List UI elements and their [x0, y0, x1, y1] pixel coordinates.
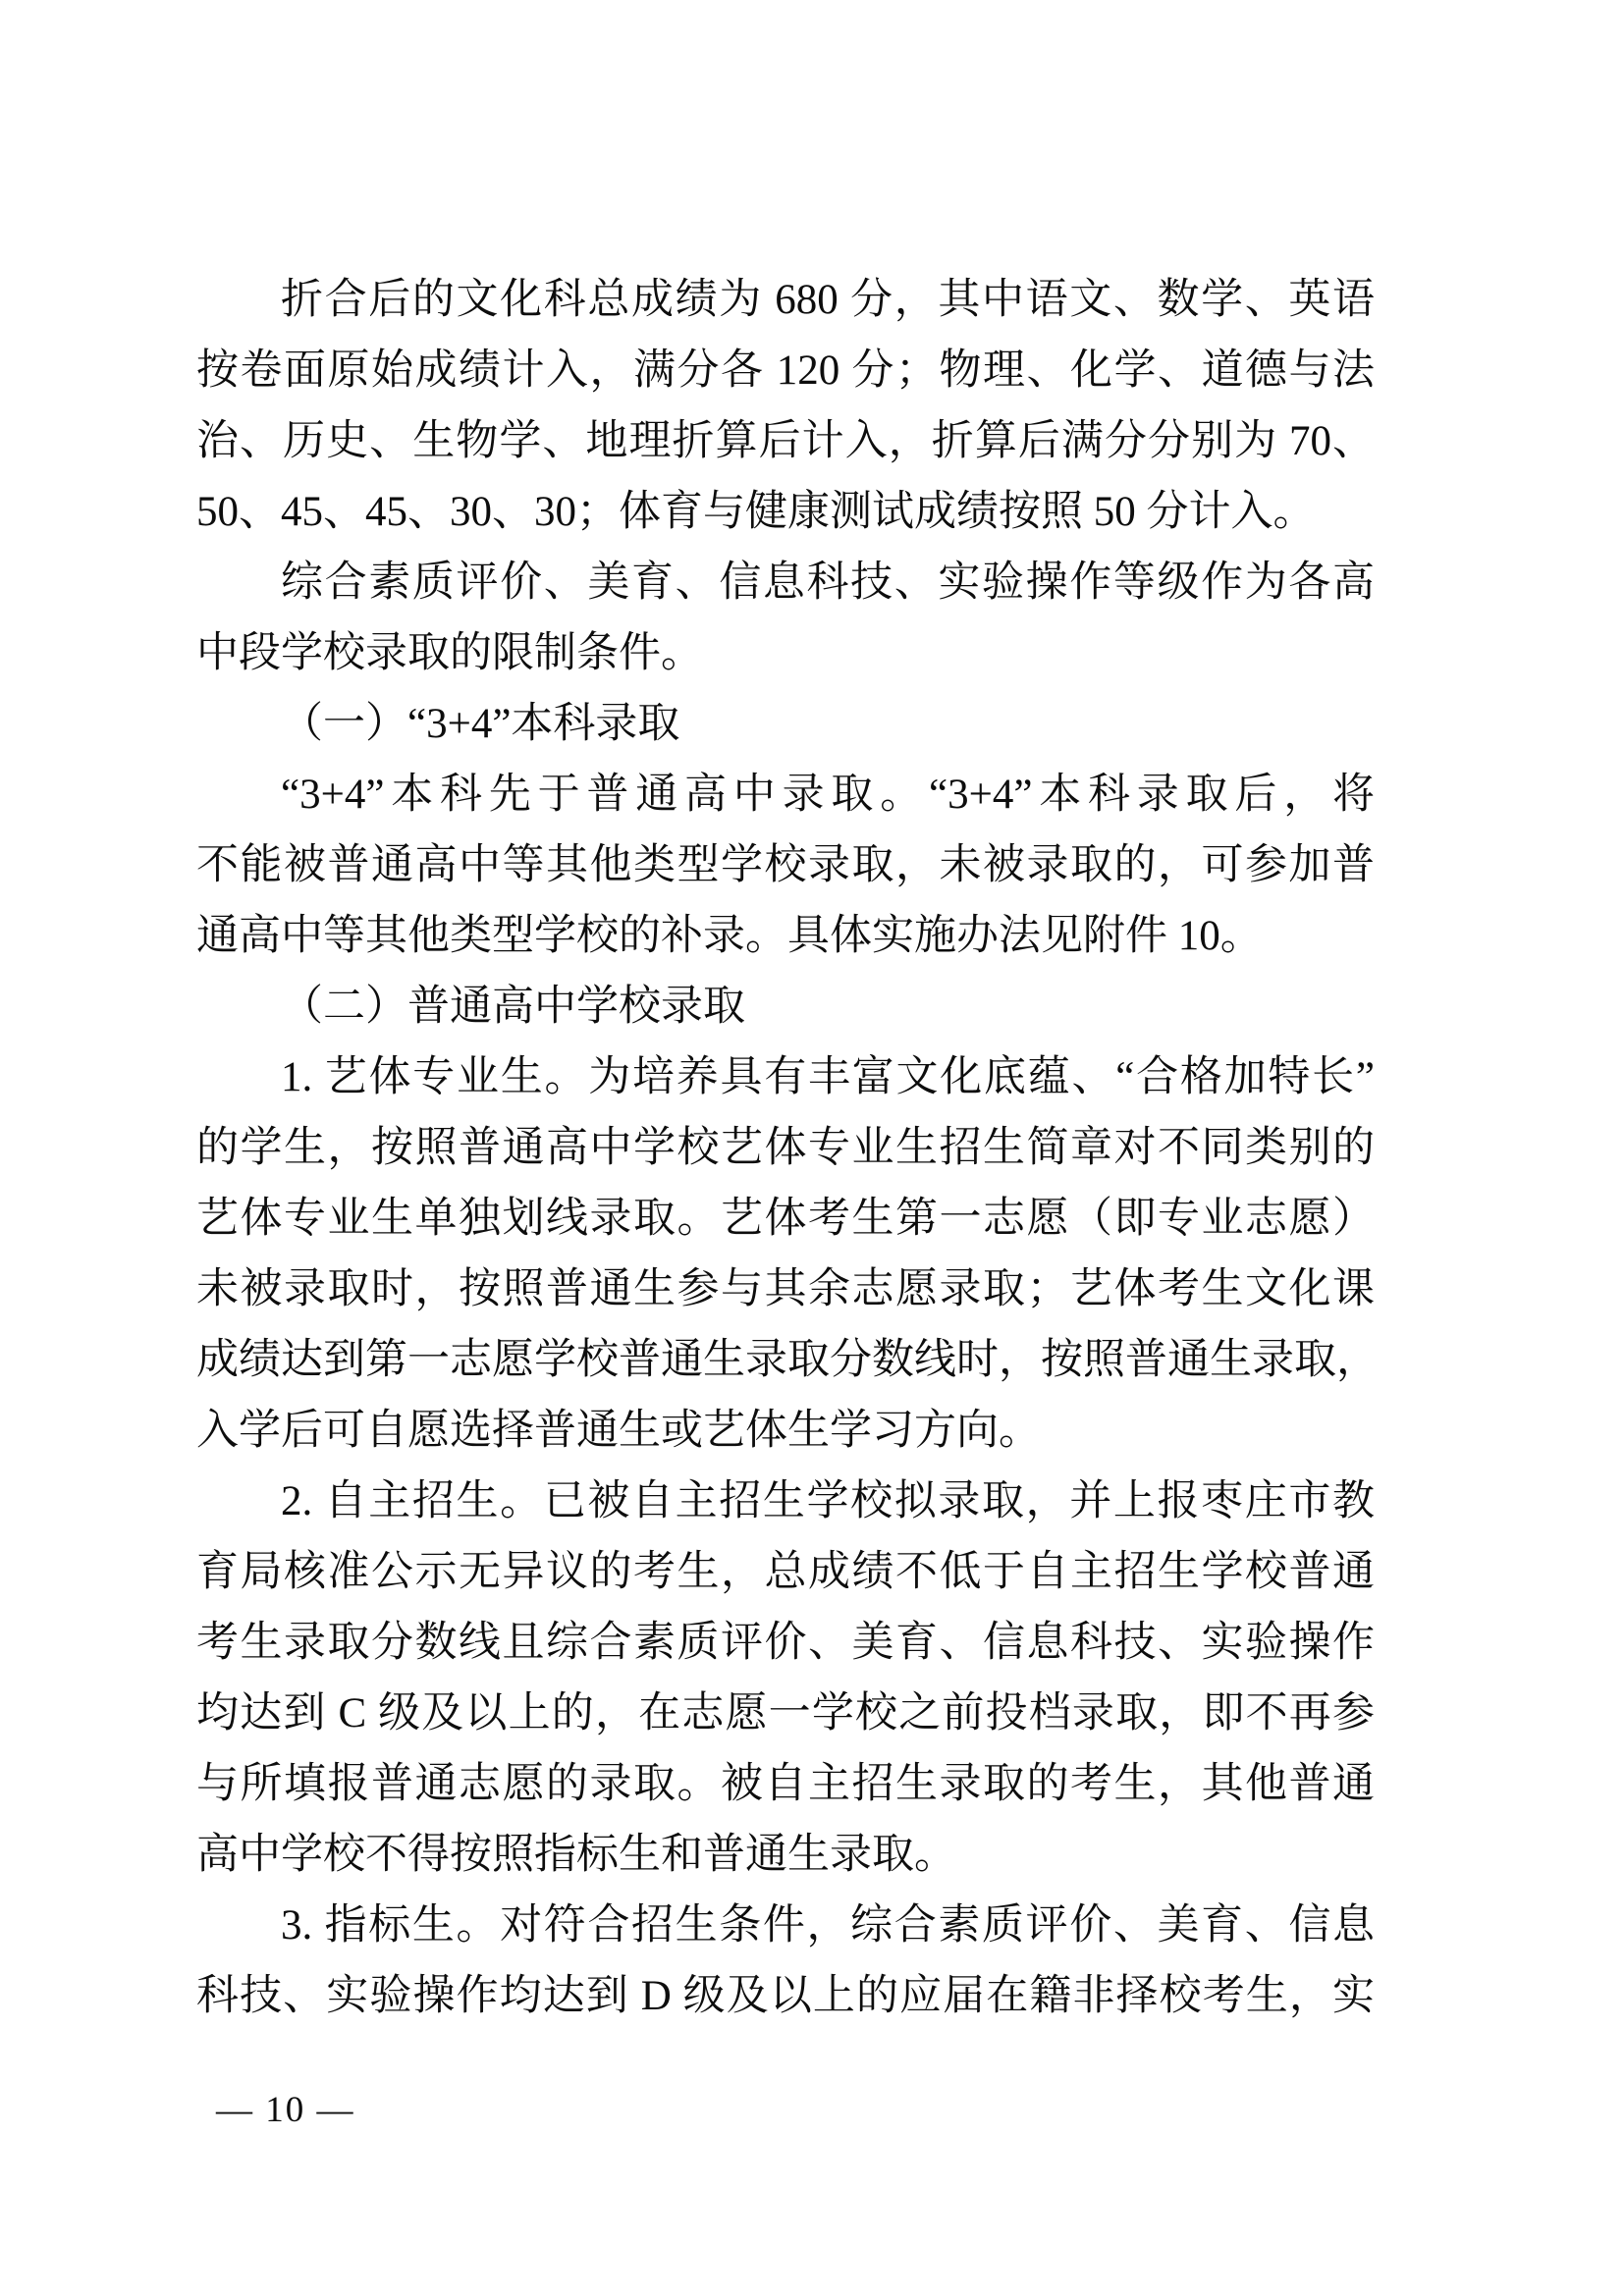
paragraph-line: 艺体专业生单独划线录取。艺体考生第一志愿（即专业志愿）	[196, 1196, 1375, 1242]
paragraph-line: 1. 艺体专业生。为培养具有丰富文化底蕴、“合格加特长”	[281, 1054, 1375, 1100]
paragraph-line: 未被录取时，按照普通生参与其余志愿录取；艺体考生文化课	[196, 1266, 1375, 1312]
paragraph-line: 科技、实验操作均达到 D 级及以上的应届在籍非择校考生，实	[196, 1973, 1375, 2019]
paragraph-line: 3. 指标生。对符合招生条件，综合素质评价、美育、信息	[281, 1902, 1375, 1949]
paragraph-line: 不能被普通高中等其他类型学校录取，未被录取的，可参加普	[196, 842, 1375, 888]
page-number: — 10 —	[216, 2090, 355, 2130]
paragraph-line: 2. 自主招生。已被自主招生学校拟录取，并上报枣庄市教	[281, 1478, 1375, 1524]
paragraph-line: 通高中等其他类型学校的补录。具体实施办法见附件 10。	[196, 913, 1263, 959]
paragraph-line: 折合后的文化科总成绩为 680 分，其中语文、数学、英语	[281, 277, 1375, 323]
document-body	[196, 265, 1379, 2032]
paragraph-line: 入学后可自愿选择普通生或艺体生学习方向。	[196, 1408, 1041, 1454]
paragraph-line: “3+4”本科先于普通高中录取。“3+4”本科录取后，将	[281, 772, 1375, 818]
paragraph-line: 与所填报普通志愿的录取。被自主招生录取的考生，其他普通	[196, 1761, 1375, 1807]
paragraph-line: 均达到 C 级及以上的，在志愿一学校之前投档录取，即不再参	[196, 1690, 1375, 1736]
paragraph-line: 治、历史、生物学、地理折算后计入，折算后满分分别为 70、	[196, 418, 1375, 464]
paragraph-line: 综合素质评价、美育、信息科技、实验操作等级作为各高	[281, 560, 1375, 606]
paragraph-line: 成绩达到第一志愿学校普通生录取分数线时，按照普通生录取，	[196, 1337, 1379, 1383]
paragraph-line: 的学生，按照普通高中学校艺体专业生招生简章对不同类别的	[196, 1125, 1375, 1171]
paragraph-line: 高中学校不得按照指标生和普通生录取。	[196, 1832, 956, 1878]
paragraph-line: 50、45、45、30、30；体育与健康测试成绩按照 50 分计入。	[196, 489, 1316, 535]
paragraph-line: 按卷面原始成绩计入，满分各 120 分；物理、化学、道德与法	[196, 347, 1375, 394]
section-heading-line: （一）“3+4”本科录取	[281, 701, 680, 747]
paragraph-line: 育局核准公示无异议的考生，总成绩不低于自主招生学校普通	[196, 1549, 1375, 1595]
section-heading-line: （二）普通高中学校录取	[281, 984, 745, 1030]
paragraph-line: 考生录取分数线且综合素质评价、美育、信息科技、实验操作	[196, 1620, 1375, 1666]
paragraph-line: 中段学校录取的限制条件。	[196, 630, 703, 676]
